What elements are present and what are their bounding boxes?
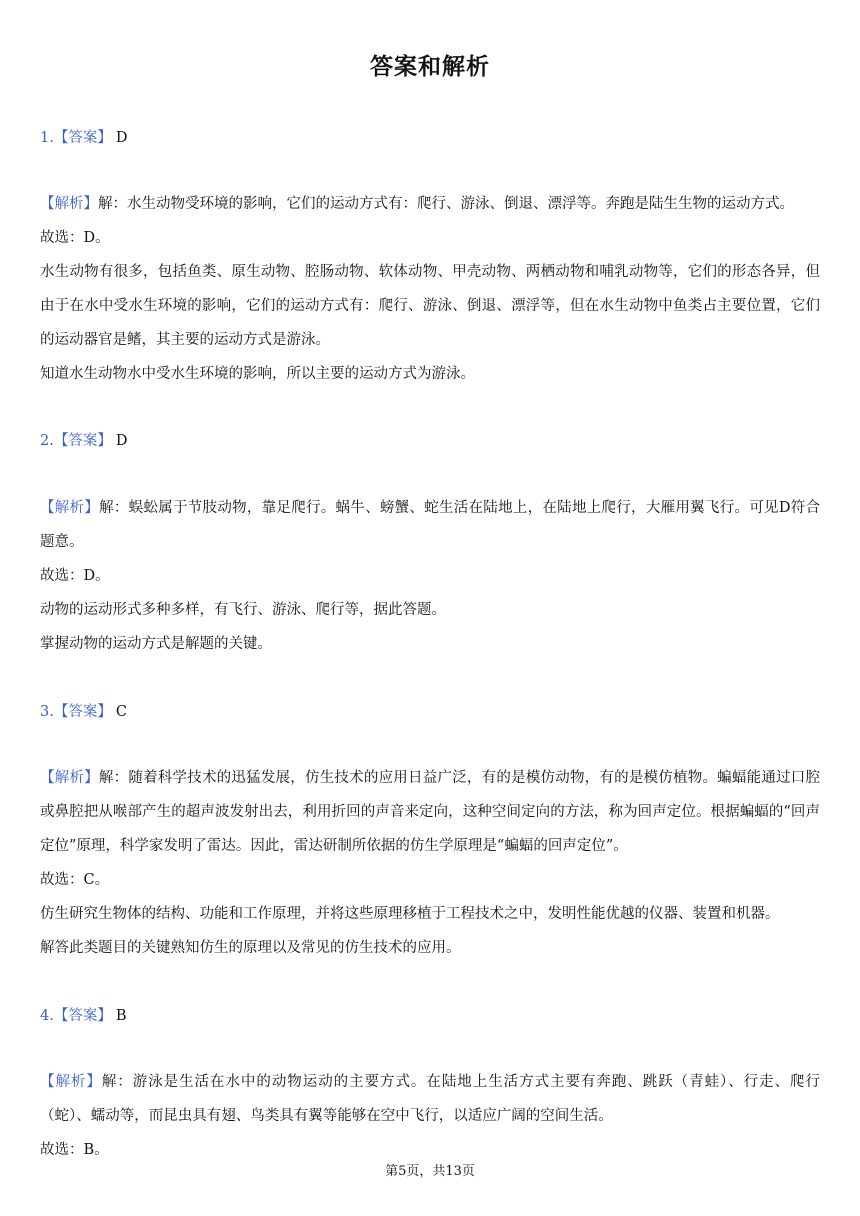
analysis-block-3: [40, 761, 820, 965]
note-text: 水生动物有很多，包括鱼类、原生动物、腔肠动物、软体动物、甲壳动物、两栖动物和哺乳动物等，它们的形态各异，但由于在水中受水生环境的影响，它们的运动方式有：爬行、游泳、倒退、漂浮等，但在水生动物中鱼类占主要位置，它们的运动器官是鳍，其主要的运动方式是游泳。: [40, 264, 820, 348]
answer-tag: 【答案】: [53, 1008, 112, 1024]
question-number: 3.: [40, 704, 54, 720]
analysis-tag: 【解析】: [40, 196, 98, 212]
answer-line-4: [40, 1006, 127, 1026]
analysis-paragraph: [40, 491, 820, 559]
analysis-tag: 【解析】: [40, 500, 100, 516]
page-title: 答案和解析: [370, 54, 490, 80]
analysis-block-1: [40, 187, 820, 391]
analysis-text: 解：蜈蚣属于节肢动物，靠足爬行。蜗牛、螃蟹、蛇生活在陆地上，在陆地上爬行，大雁用翼飞行。可见D符合题意。: [40, 500, 820, 550]
analysis-block-2: [40, 491, 820, 661]
choice-text: 故选：D。: [40, 568, 110, 584]
analysis-tag: 【解析】: [40, 1074, 102, 1090]
answer-value: D: [115, 130, 128, 146]
note-text: 掌握动物的运动方式是解题的关键。: [40, 636, 272, 652]
analysis-block-4: [40, 1065, 820, 1167]
page-footer: 第5页，共13页: [385, 1164, 475, 1179]
question-number: 2.: [40, 433, 54, 449]
analysis-text: 解：随着科学技术的迅猛发展，仿生技术的应用日益广泛，有的是模仿动物，有的是模仿植物。蝙蝠能通过口腔或鼻腔把从喉部产生的超声波发射出去，利用折回的声音来定向，这种空间定向的方法，称为回声定位。根据蝙蝠的“回声定位”原理，科学家发明了雷达。因此，雷达研制所依据的仿生学原理是“蝙蝠的回声定位”。: [40, 770, 821, 854]
answer-line-2: [40, 431, 127, 451]
analysis-text: 解：水生动物受环境的影响，它们的运动方式有：爬行、游泳、倒退、漂浮等。奔跑是陆生生物的运动方式。: [98, 196, 794, 212]
choice-text: 故选：C。: [40, 872, 110, 888]
answer-line-3: [40, 702, 127, 722]
note-text: 解答此类题目的关键熟知仿生的原理以及常见的仿生技术的应用。: [40, 940, 461, 956]
answer-value: C: [115, 704, 127, 720]
note-text: 仿生研究生物体的结构、功能和工作原理，并将这些原理移植于工程技术之中，发明性能优越的仪器、装置和机器。: [40, 906, 780, 922]
question-number: 1.: [40, 130, 54, 146]
note-text: 知道水生动物水中受水生环境的影响，所以主要的运动方式为游泳。: [40, 366, 475, 382]
note-text: 动物的运动形式多种多样，有飞行、游泳、爬行等，据此答题。: [40, 602, 446, 618]
answer-value: B: [115, 1008, 127, 1024]
answer-value: D: [115, 433, 128, 449]
analysis-paragraph: [40, 761, 820, 863]
answer-tag: 【答案】: [53, 130, 112, 146]
question-number: 4.: [40, 1008, 54, 1024]
analysis-tag: 【解析】: [40, 770, 99, 786]
choice-text: 故选：B。: [40, 1142, 109, 1158]
answer-line-1: [40, 128, 127, 148]
answer-tag: 【答案】: [53, 704, 112, 720]
analysis-paragraph: [40, 1065, 820, 1133]
analysis-paragraph: [40, 187, 820, 221]
analysis-text: 解：游泳是生活在水中的动物运动的主要方式。在陆地上生活方式主要有奔跑、跳跃（青蛙）、行走、爬行（蛇）、蠕动等，而昆虫具有翅、鸟类具有翼等能够在空中飞行，以适应广阔的空间生活。: [40, 1074, 821, 1124]
choice-text: 故选：D。: [40, 230, 110, 246]
answer-tag: 【答案】: [53, 433, 112, 449]
